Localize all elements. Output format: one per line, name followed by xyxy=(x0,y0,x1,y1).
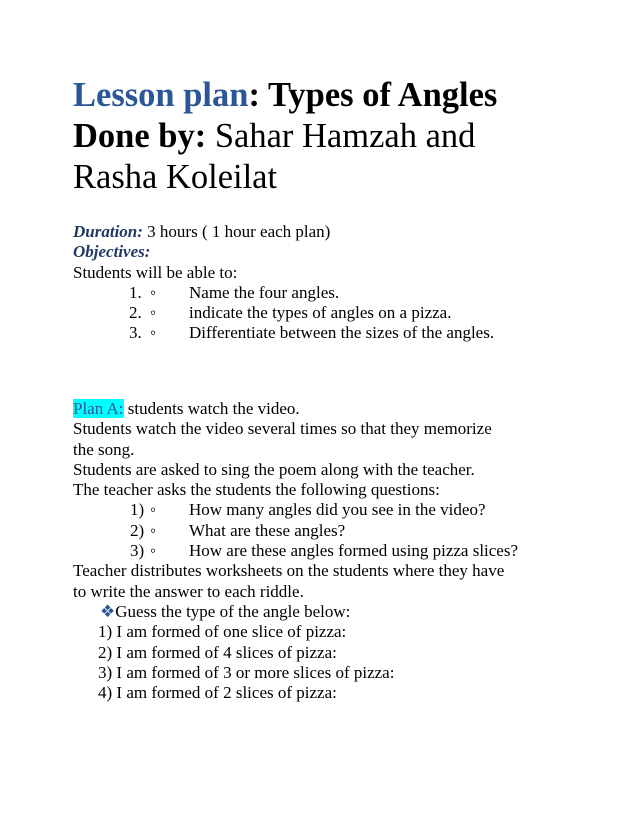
bullet-icon: ◦ xyxy=(150,541,157,561)
question-number: 2) xyxy=(130,520,145,540)
authors-part1: Sahar Hamzah and xyxy=(206,117,476,155)
objectives-intro: Students will be able to: xyxy=(73,262,238,282)
duration-value: 3 hours ( 1 hour each plan) xyxy=(142,222,331,241)
objectives-label-line xyxy=(73,242,613,262)
duration-label: Duration: xyxy=(73,222,143,241)
objective-item xyxy=(73,283,613,303)
question-text: What are these angles? xyxy=(189,520,346,540)
guess-line xyxy=(73,602,613,622)
plan-a-paragraph: to write the answer to each riddle. xyxy=(73,581,304,601)
title-line-1 xyxy=(73,75,613,116)
title-line-2 xyxy=(73,116,613,157)
question-item xyxy=(73,521,613,541)
question-number: 1) xyxy=(130,500,145,520)
info-section xyxy=(73,222,613,344)
done-by-label: Done by: xyxy=(73,117,207,155)
objectives-label: Objectives: xyxy=(73,242,151,262)
riddle-item: 3) I am formed of 3 or more slices of pizza: xyxy=(98,662,395,682)
objective-number: 3. xyxy=(129,323,142,343)
objective-item xyxy=(73,323,613,343)
bullet-icon: ◦ xyxy=(150,303,157,323)
title-lesson-plan: Lesson plan xyxy=(73,76,249,114)
plan-a-paragraph: the song. xyxy=(73,439,135,459)
diamond-bullet-icon: ❖ xyxy=(100,601,116,621)
objective-item xyxy=(73,303,613,323)
title-block xyxy=(73,75,613,198)
plan-a-heading xyxy=(73,399,613,419)
question-text: How are these angles formed using pizza slices? xyxy=(189,541,519,561)
question-text: How many angles did you see in the video? xyxy=(189,500,486,520)
question-number: 3) xyxy=(130,541,145,561)
riddle-item: 1) I am formed of one slice of pizza: xyxy=(98,622,347,642)
question-item xyxy=(73,500,613,520)
objective-number: 2. xyxy=(129,303,142,323)
objective-text: Name the four angles. xyxy=(189,282,340,302)
plan-a-label: Plan A: xyxy=(73,399,124,418)
plan-a-section xyxy=(73,399,613,703)
bullet-icon: ◦ xyxy=(150,520,157,540)
riddle-item: 2) I am formed of 4 slices of pizza: xyxy=(98,642,337,662)
title-topic: : Types of Angles xyxy=(248,76,498,114)
objective-text: Differentiate between the sizes of the angles. xyxy=(189,323,495,343)
plan-a-paragraph: Students watch the video several times so that they memorize xyxy=(73,419,492,439)
duration-line xyxy=(73,222,613,242)
title-line-3 xyxy=(73,157,613,198)
riddle-item: 4) I am formed of 2 slices of pizza: xyxy=(98,683,337,703)
authors-part2: Rasha Koleilat xyxy=(73,158,278,196)
bullet-icon: ◦ xyxy=(150,282,157,302)
plan-a-heading-text: students watch the video. xyxy=(123,399,300,418)
objective-number: 1. xyxy=(129,282,142,302)
plan-a-paragraph: The teacher asks the students the following questions: xyxy=(73,480,440,500)
question-item xyxy=(73,541,613,561)
plan-a-paragraph: Students are asked to sing the poem along with the teacher. xyxy=(73,459,475,479)
bullet-icon: ◦ xyxy=(150,323,157,343)
objective-text: indicate the types of angles on a pizza. xyxy=(189,303,452,323)
plan-a-paragraph: Teacher distributes worksheets on the students where they have xyxy=(73,561,505,581)
guess-text: Guess the type of the angle below: xyxy=(115,601,351,621)
bullet-icon: ◦ xyxy=(150,500,157,520)
